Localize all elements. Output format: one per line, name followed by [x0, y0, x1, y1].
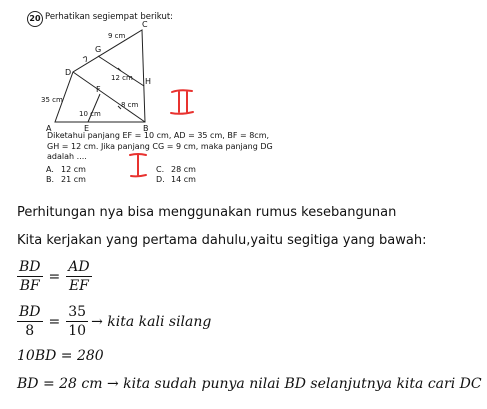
- option-d: D. 14 cm: [156, 175, 196, 184]
- label-ef: 10 cm: [79, 110, 101, 118]
- roman-two-top: [172, 90, 192, 92]
- fraction-bd-bf: $\frac{BD}{BF}$: [19, 259, 41, 294]
- given-line-3: adalah ....: [47, 152, 87, 161]
- problem-image: [0, 0, 487, 200]
- label-ad: 35 cm: [41, 96, 63, 104]
- solution-line-1: Perhitungan nya bisa menggunakan rumus kesebangunan: [17, 205, 397, 220]
- fraction-ad-ef: $\frac{AD}{EF}$: [68, 259, 90, 294]
- question-number: 20: [27, 11, 43, 27]
- equation-4: BD = 28 cm → kita sudah punya nilai BD selanjutnya kita cari DC: [17, 376, 482, 392]
- given-line-2: GH = 12 cm. Jika panjang CG = 9 cm, maka panjang DG: [47, 141, 273, 151]
- equation-2: $\frac{BD}{8}$ = $\frac{35}{10}$ → kita kali silang: [19, 304, 212, 339]
- label-gh: 12 cm: [111, 74, 133, 82]
- label-bf: 8 cm: [121, 101, 139, 109]
- option-c: C. 28 cm: [156, 165, 196, 174]
- point-label-e: E: [84, 124, 90, 133]
- option-b: B. 21 cm: [46, 175, 86, 184]
- question-title: Perhatikan segiempat berikut:: [45, 12, 174, 22]
- point-label-c: C: [142, 20, 148, 29]
- equation-3: 10BD = 280: [17, 348, 104, 364]
- point-label-a: A: [46, 124, 52, 133]
- label-cg: 9 cm: [108, 32, 126, 40]
- point-label-f: F: [96, 85, 101, 94]
- point-label-b: B: [143, 124, 149, 133]
- cross-multiply-note: → kita kali silang: [91, 313, 212, 330]
- given-statement: [47, 131, 277, 163]
- option-a: A. 12 cm: [46, 165, 86, 174]
- solution-line-2: Kita kerjakan yang pertama dahulu,yaitu segitiga yang bawah:: [17, 233, 427, 248]
- point-label-h: H: [145, 77, 152, 86]
- roman-two-bottom: [171, 112, 193, 114]
- point-label-d: D: [65, 68, 72, 77]
- given-line-1: Diketahui panjang EF = 10 cm, AD = 35 cm, BF = 8cm,: [47, 131, 270, 140]
- point-label-g: G: [95, 45, 102, 54]
- fraction-35-10: $\frac{35}{10}$: [68, 304, 87, 339]
- fraction-bd-8: $\frac{BD}{8}$: [19, 304, 41, 339]
- equation-1: $\frac{BD}{BF}$ = $\frac{AD}{EF}$: [19, 259, 90, 294]
